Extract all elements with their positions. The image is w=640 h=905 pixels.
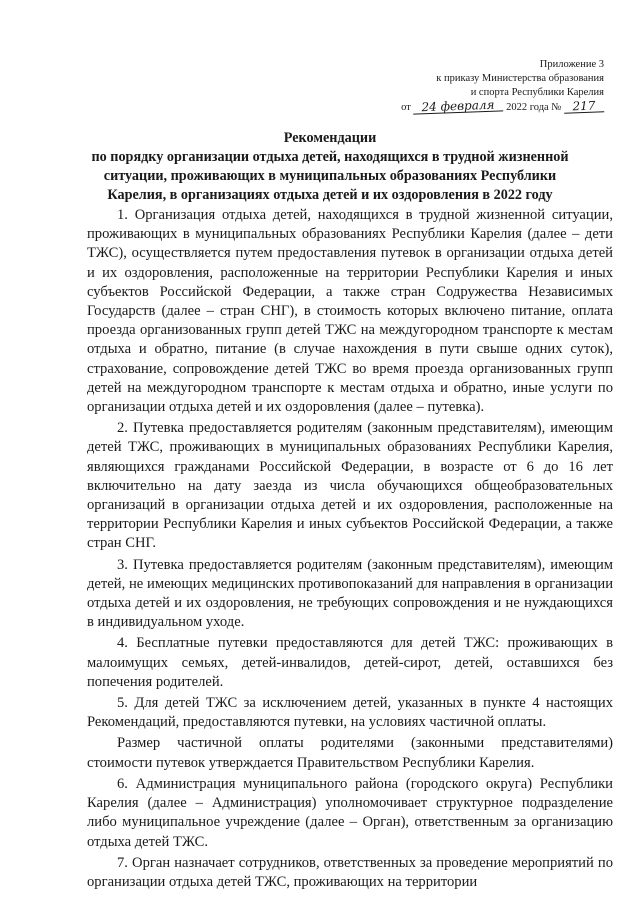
appendix-line-2: к приказу Министерства образования xyxy=(436,73,604,84)
order-prefix: от xyxy=(401,102,411,113)
title-line-3: ситуации, проживающих в муниципальных образованиях Республики xyxy=(103,168,557,184)
paragraph-3: 3. Путевка предоставляется родителям (законным представителям), имеющим детей, не имеющих медицинских противопоказаний для направления в организации отдыха детей и их оздоровления, не требующих сопровождения и не нуждающихся в индивидуальном уходе. xyxy=(87,556,613,631)
order-year: 2022 года xyxy=(506,102,549,113)
title-line-2: по порядку организации отдыха детей, находящихся в трудной жизненной xyxy=(91,149,569,165)
number-sign: № xyxy=(551,102,562,113)
handwritten-date: 24 февраля xyxy=(413,98,503,114)
paragraph-6: 6. Администрация муниципального района (городского округа) Республики Карелия (далее – Администрация) уполномочивает структурное подразделение либо муниципальное учреждение (далее – Орган), ответственным за организацию отдыха детей ТЖС. xyxy=(87,775,613,850)
paragraph-1: 1. Организация отдыха детей, находящихся в трудной жизненной ситуации, проживающих в муниципальных образованиях Республики Карелия (далее – дети ТЖС), осуществляется путем предоставления путевок в организации отдыха детей и их оздоровления, расположенные на территории Республики Карелия и иных субъектов Российской Федерации, а также стран Содружества Независимых Государств (далее – стран СНГ), в стоимость которых включено питание, оплата проезда организованных групп детей ТЖС на междугородном транспорте к местам отдыха и обратно, питание (в случае нахождения в пути свыше одних суток), страхование, сопровождение детей ТЖС во время проезда организованных групп детей на междугородном транспорте к местам отдыха и обратно, иные услуги по организации отдыха детей и их оздоровления (далее – путевка). xyxy=(87,207,613,416)
appendix-line-1: Приложение 3 xyxy=(539,59,604,70)
document-body xyxy=(87,206,613,892)
document-title xyxy=(60,129,600,205)
appendix-line-3: и спорта Республики Карелия xyxy=(470,87,604,98)
handwritten-number: 217 xyxy=(564,99,604,113)
paragraph-2: 2. Путевка предоставляется родителям (законным представителям), имеющим детей ТЖС, проживающих в муниципальных образованиях Республики Карелия, являющихся гражданами Российской Федерации, в возрасте от 6 до 16 лет включительно на дату заезда из числа обучающихся общеобразовательных организаций в организации отдыха детей и их оздоровления, расположенные на территории Республики Карелия и иных субъектов Российской Федерации, а также стран СНГ. xyxy=(87,420,613,552)
paragraph-4: 4. Бесплатные путевки предоставляются для детей ТЖС: проживающих в малоимущих семьях, детей-инвалидов, детей-сирот, детей, оставшихся без попечения родителей. xyxy=(87,635,613,690)
paragraph-5-note: Размер частичной оплаты родителями (законными представителями) стоимости путевок утверждается Правительством Республики Карелия. xyxy=(87,735,613,771)
title-line-1: Рекомендации xyxy=(283,130,377,146)
title-line-4: Карелия, в организациях отдыха детей и их оздоровления в 2022 году xyxy=(107,187,553,203)
paragraph-7: 7. Орган назначает сотрудников, ответственных за проведение мероприятий по организации отдыха детей ТЖС, проживающих на территории xyxy=(87,854,613,890)
paragraph-5: 5. Для детей ТЖС за исключением детей, указанных в пункте 4 настоящих Рекомендаций, предоставляются путевки, на условиях частичной оплаты. xyxy=(87,695,613,731)
appendix-header xyxy=(344,58,604,115)
order-date-line xyxy=(344,97,604,115)
